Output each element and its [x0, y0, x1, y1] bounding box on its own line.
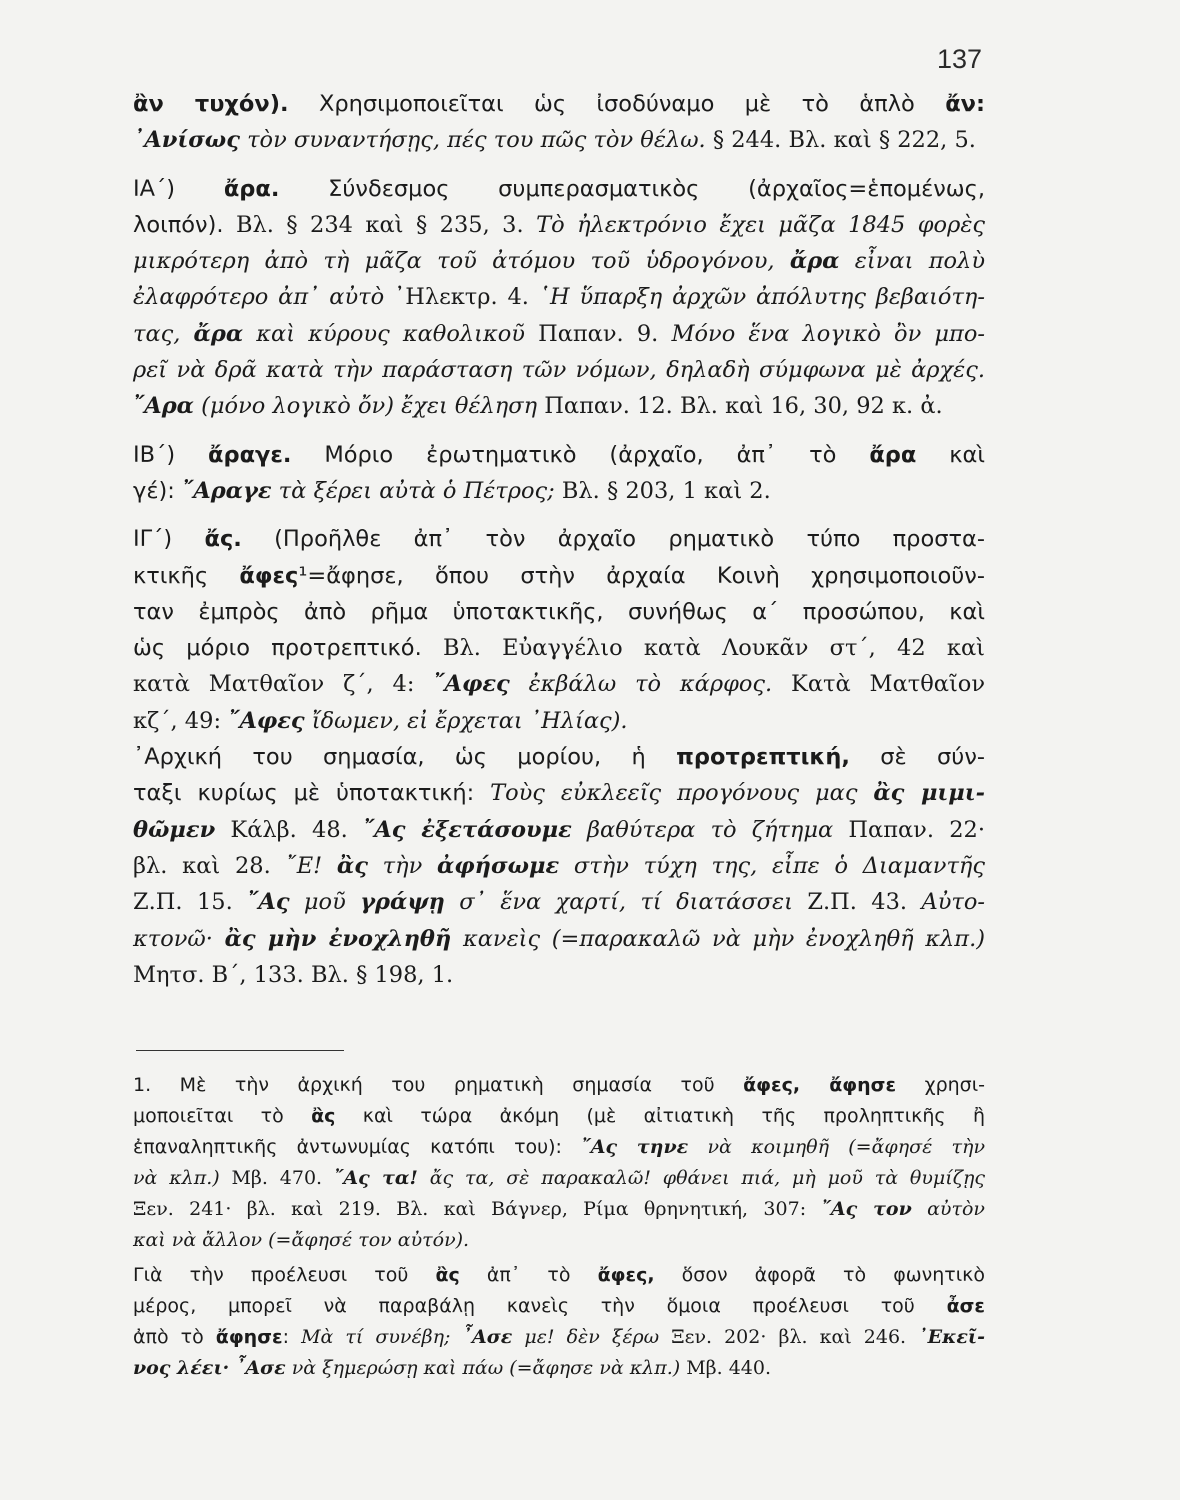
text-span: Τοὺς εὐκλεεῖς προγόνους μας — [490, 780, 874, 807]
text-span: ἂς — [311, 1105, 336, 1127]
text-span: γράψῃ — [360, 889, 445, 916]
text-span: ταξι κυρίως μὲ ὑποτακτική: — [133, 780, 491, 807]
text-span: Μόριο ἐρωτηματικὸ (ἀρχαῖο, ἀπ᾿ τὸ — [291, 441, 870, 468]
text-span: Μὰ τί συνέβη; — [301, 1326, 463, 1348]
text-span: καὶ κύρους καθολικοῦ — [243, 320, 525, 347]
text-span: ῎Ας τηνε — [581, 1136, 689, 1158]
text-span: ἐπαναληπτικῆς ἀντωνυμίας κατόπι του): — [133, 1136, 582, 1158]
text-span: ᾿Εκεῖ- — [918, 1326, 986, 1348]
footnote-line — [133, 1353, 985, 1384]
footnote-line — [133, 1291, 985, 1322]
text-span: καὶ τώρα ἀκόμη (μὲ αἰτιατικὴ τῆς προληπτικῆς ἢ — [335, 1105, 985, 1127]
text-line — [133, 884, 985, 920]
text-line — [133, 243, 985, 279]
text-line — [133, 279, 985, 315]
text-span: 1. Μὲ τὴν ἀρχική του ρηματικὴ σημασία τοῦ — [133, 1074, 744, 1096]
text-span: Σύνδεσμος συμπερασματικὸς (ἀρχαῖος=ἑπομένως, — [279, 175, 985, 202]
text-span: τὸν συναντήσῃς, πές του πῶς τὸν θέλω. — [239, 127, 706, 154]
footnote-line — [133, 1070, 985, 1101]
text-line — [133, 558, 985, 594]
text-span: τας, — [133, 320, 194, 347]
footnote-line — [133, 1260, 985, 1291]
text-span: Παπαν. 22· — [833, 816, 985, 843]
text-span: ἄραγε. — [208, 441, 292, 468]
text-span: σ᾿ ἕνα χαρτί, τί διατάσσει — [444, 889, 793, 916]
text-span: ἐλαφρότερο ἀπ᾿ αὐτὸ — [133, 284, 385, 311]
text-span: ἄς. — [204, 526, 242, 553]
text-span: ὅσον ἀφορᾶ τὸ φωνητικὸ — [654, 1264, 985, 1286]
text-span: ἄρα — [193, 320, 244, 347]
paragraph-gap — [133, 425, 985, 437]
text-span: (Προῆλθε ἀπ᾿ τὸν ἀρχαῖο ρηματικὸ τύπο προστα- — [241, 526, 985, 553]
text-span: χρησι- — [896, 1074, 985, 1096]
text-span: Μητσ. Β΄, 133. Βλ. § 198, 1. — [133, 961, 454, 988]
text-span: κζ΄, 49: — [133, 707, 229, 734]
text-span: Μβ. 470. — [219, 1167, 334, 1189]
text-span: ἄφησε — [215, 1326, 283, 1348]
text-span: κτονῶ· — [133, 925, 225, 952]
text-span: (μόνο λογικὸ ὄν) ἔχει θέληση — [194, 393, 538, 420]
text-span: κανεὶς (=παρακαλῶ νὰ μὴν ἐνοχληθῆ κλπ.) — [451, 925, 985, 952]
text-span: ἐκβάλω τὸ κάρφος. — [509, 671, 773, 698]
text-span: ἂς — [435, 1264, 460, 1286]
main-text — [133, 86, 985, 993]
text-line — [133, 594, 985, 630]
text-span: ῎Αφες — [433, 671, 510, 698]
text-span: Γιὰ τὴν προέλευσι τοῦ — [133, 1264, 436, 1286]
text-span: Ξεν. 202· βλ. καὶ 246. — [659, 1326, 919, 1348]
text-line — [133, 352, 985, 388]
text-line — [133, 666, 985, 702]
text-span: κατὰ Ματθαῖον ζ΄, 4: — [133, 671, 434, 698]
paragraph-gap — [133, 509, 985, 521]
text-span: Ζ.Π. 43. — [792, 889, 922, 916]
text-span: ἂς μιμι- — [873, 780, 985, 807]
text-span: Βλ. Εὐαγγέλιο κατὰ Λουκᾶν στ΄, 42 καὶ — [421, 635, 985, 662]
text-span: ῾Η ὕπαρξη ἀρχῶν ἀπόλυτης βεβαιότη- — [538, 284, 986, 311]
text-span: ἄφες, — [597, 1264, 655, 1286]
text-span: λοιπόν). — [133, 211, 224, 238]
text-span: ἴδωμεν, εἰ ἔρχεται ᾿Ηλίας). — [304, 707, 628, 734]
text-line — [133, 171, 985, 207]
text-span: νὰ κοιμηθῆ (=ἄφησέ τὴν — [688, 1136, 985, 1158]
text-span: ταν ἐμπρὸς ἀπὸ ρῆμα ὑποτακτικῆς, συνήθως α΄ προσώπου, καὶ — [133, 598, 985, 625]
text-span: Ξεν. 241· βλ. καὶ 219. Βλ. καὶ Βάγνερ, Ρίμα θρηνητική, 307: — [133, 1198, 822, 1220]
text-line — [133, 122, 985, 158]
text-span: νὰ κλπ.) — [133, 1167, 220, 1189]
text-span: με! δὲν ξέρω — [512, 1326, 660, 1348]
text-line — [133, 86, 985, 122]
text-span: καὶ νὰ ἄλλον (=ἄφησέ τον αὐτόν). — [133, 1229, 470, 1251]
text-span: ἂν τυχόν). — [133, 91, 289, 117]
text-span: ῎Ας τον — [821, 1198, 912, 1220]
text-line — [133, 703, 985, 739]
text-span: ΙΓ΄) — [133, 526, 205, 553]
text-line — [133, 473, 985, 509]
text-span: καὶ — [916, 441, 985, 468]
text-line — [133, 388, 985, 424]
footnotes — [133, 1070, 985, 1384]
text-line — [133, 521, 985, 557]
text-span: μοῦ — [289, 889, 361, 916]
footnote-line — [133, 1132, 985, 1163]
footnote-line — [133, 1322, 985, 1353]
text-span: γέ): — [133, 477, 182, 504]
text-span: ᾿Ανίσως — [133, 127, 240, 154]
text-span: ῎Ας ἐξετάσουμε — [363, 816, 572, 843]
text-span: ᾿Ηλεκτρ. 4. — [384, 284, 539, 311]
text-line — [133, 630, 985, 666]
text-span: ¹=ἄφησε, ὅπου στὴν ἀρχαία Κοινὴ χρησιμοποιοῦν- — [298, 562, 985, 589]
text-span: ἄρα — [869, 441, 917, 468]
text-span: : — [282, 1326, 302, 1348]
text-span: § 244. Βλ. καὶ § 222, 5. — [705, 127, 976, 154]
text-span: ὡς μόριο προτρεπτικό. — [133, 635, 422, 662]
text-span: κτικῆς — [133, 562, 240, 589]
text-span: ἀφήσωμε — [436, 852, 560, 879]
text-span: βαθύτερα τὸ ζήτημα — [571, 816, 834, 843]
paragraph-gap — [133, 159, 985, 171]
text-span: ἄφες — [239, 562, 299, 589]
text-span: μοποιεῖται τὸ — [133, 1105, 312, 1127]
text-span: ρεῖ νὰ δρᾶ κατὰ τὴν παράσταση τῶν νόμων, δηλαδὴ σύμφωνα μὲ ἀρχές. — [133, 357, 985, 384]
text-line — [133, 848, 985, 884]
text-span: ῎Αρα — [133, 393, 194, 420]
text-line — [133, 957, 985, 993]
text-span: αὐτὸν — [911, 1198, 985, 1220]
text-line — [133, 207, 985, 243]
text-span: σὲ σύν- — [849, 744, 986, 771]
text-span: ῏Ασε — [462, 1326, 513, 1348]
text-span: ἆσε — [946, 1295, 985, 1317]
text-span: ἄν: — [945, 91, 985, 117]
text-span: Κατὰ Ματθαῖον — [772, 671, 985, 698]
text-line — [133, 316, 985, 352]
text-line — [133, 921, 985, 957]
text-span: τὴν — [367, 852, 437, 879]
text-span: ῎Ε! — [285, 852, 337, 879]
text-span: Τὸ ἠλεκτρόνιο ἔχει μᾶζα 1845 φορὲς — [536, 211, 985, 238]
text-line — [133, 739, 985, 775]
text-span: ἄρα. — [223, 175, 280, 202]
text-line — [133, 437, 985, 473]
text-span: θῶμεν — [133, 816, 216, 843]
text-span: προτρεπτική, — [676, 744, 850, 771]
text-span: ῎Αραγε — [182, 477, 272, 504]
text-span: ἂς μὴν ἐνοχληθῆ — [224, 925, 452, 952]
text-span: ῎Αφες — [228, 707, 305, 734]
footnote-line — [133, 1225, 985, 1256]
footnote-line — [133, 1163, 985, 1194]
page-number: 137 — [936, 44, 982, 74]
text-span: Βλ. § 203, 1 καὶ 2. — [554, 477, 771, 504]
text-span: ἂς — [336, 852, 368, 879]
text-span: Κάλβ. 48. — [215, 816, 364, 843]
text-span: βλ. καὶ 28. — [133, 852, 286, 879]
text-span: Αὐτο- — [921, 889, 985, 916]
text-span: στὴν τύχη της, εἶπε ὁ Διαμαντῆς — [559, 852, 985, 879]
text-span: ἄς τα, σὲ παρακαλῶ! φθάνει πιά, μὴ μοῦ τὰ θυμίζῃς — [417, 1167, 986, 1189]
text-span: Παπαν. 12. Βλ. καὶ 16, 30, 92 κ. ἀ. — [537, 393, 943, 420]
text-line — [133, 812, 985, 848]
text-span: μέρος, μπορεῖ νὰ παραβάλῃ κανεὶς τὴν ὅμοια προέλευσι τοῦ — [133, 1295, 947, 1317]
text-span: νὰ ξημερώσῃ καὶ πάω (=ἄφησε νὰ κλπ.) — [285, 1357, 681, 1379]
text-span: ἀπ᾿ τὸ — [459, 1264, 598, 1286]
text-span: Χρησιμοποιεῖται ὡς ἰσοδύναμο μὲ τὸ ἁπλὸ — [288, 91, 946, 117]
text-span: νος λέει· ῏Ασε — [133, 1357, 286, 1379]
text-span: ᾿Αρχική του σημασία, ὡς μορίου, ἡ — [133, 744, 677, 771]
text-span: ΙΒ΄) — [133, 441, 209, 468]
footnote-separator — [136, 1050, 344, 1051]
text-span: ἀπὸ τὸ — [133, 1326, 216, 1348]
text-span: Ζ.Π. 15. — [133, 889, 248, 916]
footnote-line — [133, 1194, 985, 1225]
text-span: Παπαν. 9. — [524, 320, 672, 347]
text-span: ΙΑ΄) — [133, 175, 224, 202]
text-line — [133, 775, 985, 811]
text-span: Μόνο ἕνα λογικὸ ὂν μπο- — [671, 320, 985, 347]
text-span: τὰ ξέρει αὐτὰ ὁ Πέτρος; — [271, 477, 555, 504]
text-span: εἶναι πολὺ — [839, 248, 985, 275]
text-span: Μβ. 440. — [680, 1357, 772, 1379]
text-span: ἄφες, ἄφησε — [743, 1074, 897, 1096]
text-span: ῎Ας τα! — [333, 1167, 418, 1189]
text-span: Βλ. § 234 καὶ § 235, 3. — [223, 211, 537, 238]
text-span: ἄρα — [789, 248, 840, 275]
text-span: μικρότερη ἀπὸ τὴ μᾶζα τοῦ ἀτόμου τοῦ ὑδρογόνου, — [133, 248, 790, 275]
footnote-line — [133, 1101, 985, 1132]
text-span: ῎Ας — [247, 889, 290, 916]
